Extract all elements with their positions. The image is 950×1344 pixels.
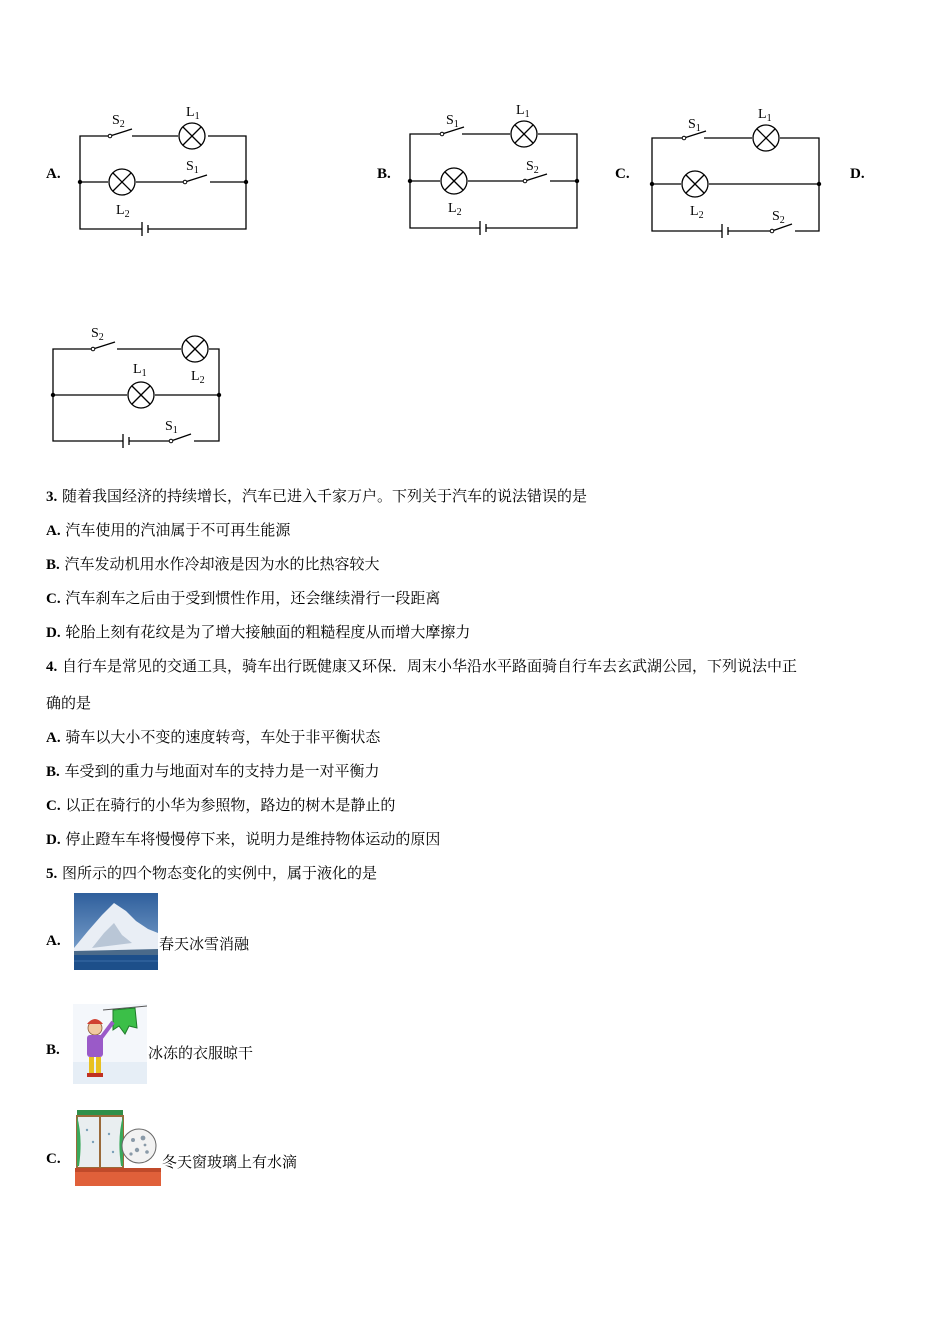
option-label-c: C.	[615, 166, 630, 182]
question-3-stem: 3. 随着我国经济的持续增长，汽车已进入千家万户。下列关于汽车的说法错误的是	[46, 487, 588, 505]
question-3-option-d: D. 轮胎上刻有花纹是为了增大接触面的粗糙程度从而增大摩擦力	[46, 623, 471, 641]
question-5-option-a-caption: 春天冰雪消融	[159, 935, 250, 953]
lamp-label: $L_1$	[758, 107, 772, 124]
switch-label: $S_2$	[112, 113, 125, 130]
circuit-diagram-d	[43, 320, 233, 450]
option-label-d: D.	[850, 166, 865, 182]
circuit-diagram-b	[400, 96, 590, 241]
question-4-option-a: A. 骑车以大小不变的速度转弯，车处于非平衡状态	[46, 728, 381, 746]
switch-label: $S_1$	[688, 117, 701, 134]
option-label-a: A.	[46, 166, 61, 182]
switch-label: $S_2$	[526, 159, 539, 176]
lamp-label: $L_1$	[516, 103, 530, 120]
question-4-option-d: D. 停止蹬车车将慢慢停下来，说明力是维持物体运动的原因	[46, 830, 441, 848]
question-5-option-a-label: A.	[46, 933, 61, 949]
lamp-label: $L_2$	[448, 201, 462, 218]
question-3-option-b: B. 汽车发动机用水作冷却液是因为水的比热容较大	[46, 555, 380, 573]
question-5-option-b-caption: 冰冻的衣服晾干	[148, 1044, 254, 1062]
question-5-option-c-caption: 冬天窗玻璃上有水滴	[162, 1153, 298, 1171]
question-4-stem: 4. 自行车是常见的交通工具，骑车出行既健康又环保．周末小华沿水平路面骑自行车去玄武湖公园，下列说法中正	[46, 657, 798, 675]
lamp-label: $L_1$	[186, 105, 200, 122]
lamp-label: $L_2$	[690, 204, 704, 221]
question-3-option-a: A. 汽车使用的汽油属于不可再生能源	[46, 521, 291, 539]
question-4-option-b: B. 车受到的重力与地面对车的支持力是一对平衡力	[46, 762, 380, 780]
switch-label: $S_1$	[165, 419, 178, 436]
question-5-option-c-label: C.	[46, 1151, 61, 1167]
question-4-option-c: C. 以正在骑行的小华为参照物，路边的树木是静止的	[46, 796, 396, 814]
question-4-stem-continued: 确的是	[46, 694, 92, 712]
circuit-diagram-c	[642, 100, 832, 245]
circuit-diagram-a	[70, 96, 260, 241]
option-label-b: B.	[377, 166, 391, 182]
question-5-stem: 5. 图所示的四个物态变化的实例中，属于液化的是	[46, 864, 378, 882]
switch-label: $S_2$	[91, 326, 104, 343]
question-5-option-b-label: B.	[46, 1042, 60, 1058]
lamp-label: $L_2$	[191, 369, 205, 386]
question-3-option-c: C. 汽车刹车之后由于受到惯性作用，还会继续滑行一段距离	[46, 589, 441, 607]
lamp-label: $L_1$	[133, 362, 147, 379]
snow-mountain-image	[74, 893, 158, 970]
drying-clothes-image	[73, 1004, 147, 1084]
window-droplets-image	[73, 1108, 161, 1186]
switch-label: $S_2$	[772, 209, 785, 226]
switch-label: $S_1$	[446, 113, 459, 130]
lamp-label: $L_2$	[116, 203, 130, 220]
switch-label: $S_1$	[186, 159, 199, 176]
